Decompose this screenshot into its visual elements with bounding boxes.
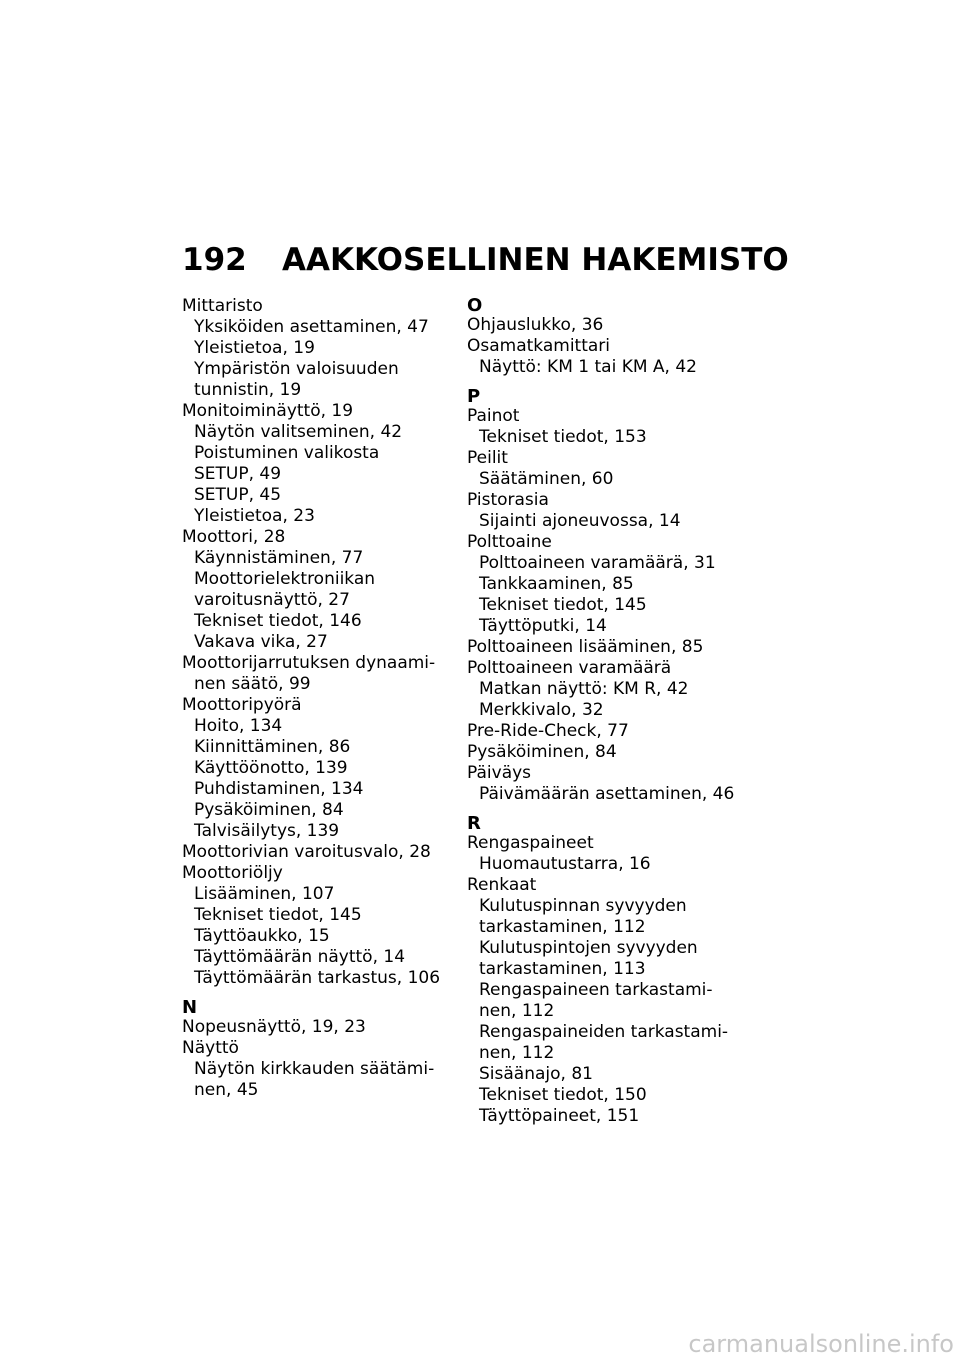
index-subentry: nen, 112 xyxy=(479,1043,555,1063)
index-subentry: Kiinnittäminen, 86 xyxy=(194,737,351,757)
index-subentry: Moottorielektroniikan xyxy=(194,569,376,589)
index-subentry: Tankkaaminen, 85 xyxy=(479,574,634,594)
index-subentry: Tekniset tiedot, 145 xyxy=(479,595,647,615)
index-subentry: Pysäköiminen, 84 xyxy=(194,800,344,820)
index-subentry: Huomautustarra, 16 xyxy=(479,854,651,874)
index-subentry: Käyttöönotto, 139 xyxy=(194,758,348,778)
index-subentry: tarkastaminen, 113 xyxy=(479,959,646,979)
index-subentry: Merkkivalo, 32 xyxy=(479,700,604,720)
index-subentry: Rengaspaineen tarkastami- xyxy=(479,980,713,1000)
index-subentry: Yleistietoa, 23 xyxy=(194,506,315,526)
index-letter-heading: N xyxy=(182,997,198,1018)
index-subentry: Täyttömäärän näyttö, 14 xyxy=(194,947,406,967)
index-subentry: Yleistietoa, 19 xyxy=(194,338,315,358)
index-term: Moottorijarrutuksen dynaami- xyxy=(182,653,436,673)
index-term: Painot xyxy=(467,406,520,426)
index-term: Pistorasia xyxy=(467,490,549,510)
index-subentry: Tekniset tiedot, 150 xyxy=(479,1085,647,1105)
index-subentry: Täyttömäärän tarkastus, 106 xyxy=(194,968,441,988)
index-subentry: Sijainti ajoneuvossa, 14 xyxy=(479,511,681,531)
index-subentry: nen säätö, 99 xyxy=(194,674,311,694)
index-subentry: Täyttöaukko, 15 xyxy=(194,926,330,946)
index-column-right xyxy=(467,296,737,1127)
index-subentry: nen, 112 xyxy=(479,1001,555,1021)
index-term: Ohjauslukko, 36 xyxy=(467,315,604,335)
index-term: Polttoaineen lisääminen, 85 xyxy=(467,637,704,657)
index-subentry: Täyttöpaineet, 151 xyxy=(479,1106,640,1126)
page-number: 192 xyxy=(182,242,247,278)
index-subentry: Näytön valitseminen, 42 xyxy=(194,422,403,442)
index-term: Peilit xyxy=(467,448,508,468)
index-term: Päiväys xyxy=(467,763,532,783)
index-term: Moottorivian varoitusvalo, 28 xyxy=(182,842,431,862)
index-subentry: tarkastaminen, 112 xyxy=(479,917,646,937)
index-subentry: Hoito, 134 xyxy=(194,716,283,736)
index-subentry: Yksiköiden asettaminen, 47 xyxy=(194,317,429,337)
index-subentry: Tekniset tiedot, 146 xyxy=(194,611,362,631)
index-subentry: Kulutuspinnan syvyyden xyxy=(479,896,687,916)
index-term: Renkaat xyxy=(467,875,537,895)
index-subentry: Vakava vika, 27 xyxy=(194,632,328,652)
index-term: Moottoriöljy xyxy=(182,863,283,883)
index-subentry: SETUP, 45 xyxy=(194,485,282,505)
index-subentry: Talvisäilytys, 139 xyxy=(194,821,340,841)
index-subentry: tunnistin, 19 xyxy=(194,380,302,400)
index-subentry: Näytön kirkkauden säätämi- xyxy=(194,1059,435,1079)
index-letter-heading: P xyxy=(467,386,481,407)
index-subentry: Puhdistaminen, 134 xyxy=(194,779,364,799)
index-term: Osamatkamittari xyxy=(467,336,611,356)
index-subentry: Päivämäärän asettaminen, 46 xyxy=(479,784,735,804)
index-subentry: varoitusnäyttö, 27 xyxy=(194,590,350,610)
page-header xyxy=(182,242,789,278)
index-subentry: SETUP, 49 xyxy=(194,464,282,484)
index-column-left xyxy=(182,296,452,1101)
index-term: Mittaristo xyxy=(182,296,263,316)
index-subentry: Näyttö: KM 1 tai KM A, 42 xyxy=(479,357,697,377)
index-subentry: Sisäänajo, 81 xyxy=(479,1064,593,1084)
index-subentry: nen, 45 xyxy=(194,1080,259,1100)
index-subentry: Tekniset tiedot, 145 xyxy=(194,905,362,925)
index-subentry: Polttoaineen varamäärä, 31 xyxy=(479,553,716,573)
index-term: Pysäköiminen, 84 xyxy=(467,742,617,762)
index-subentry: Ympäristön valoisuuden xyxy=(194,359,399,379)
index-term: Monitoiminäyttö, 19 xyxy=(182,401,354,421)
index-term: Nopeusnäyttö, 19, 23 xyxy=(182,1017,366,1037)
index-subentry: Täyttöputki, 14 xyxy=(479,616,607,636)
index-subentry: Lisääminen, 107 xyxy=(194,884,335,904)
index-letter-heading: O xyxy=(467,295,483,316)
index-subentry: Käynnistäminen, 77 xyxy=(194,548,364,568)
page-title: AAKKOSELLINEN HAKEMISTO xyxy=(282,242,789,278)
index-term: Pre-Ride-Check, 77 xyxy=(467,721,629,741)
index-subentry: Rengaspaineiden tarkastami- xyxy=(479,1022,729,1042)
index-subentry: Kulutuspintojen syvyyden xyxy=(479,938,698,958)
index-letter-heading: R xyxy=(467,813,481,834)
index-subentry: Säätäminen, 60 xyxy=(479,469,614,489)
index-term: Moottori, 28 xyxy=(182,527,286,547)
index-subentry: Tekniset tiedot, 153 xyxy=(479,427,647,447)
index-term: Moottoripyörä xyxy=(182,695,302,715)
watermark: carmanualsonline.info xyxy=(688,1330,954,1358)
index-subentry: Poistuminen valikosta xyxy=(194,443,380,463)
index-subentry: Matkan näyttö: KM R, 42 xyxy=(479,679,689,699)
index-term: Polttoaine xyxy=(467,532,552,552)
index-term: Polttoaineen varamäärä xyxy=(467,658,672,678)
index-term: Näyttö xyxy=(182,1038,239,1058)
index-term: Rengaspaineet xyxy=(467,833,594,853)
